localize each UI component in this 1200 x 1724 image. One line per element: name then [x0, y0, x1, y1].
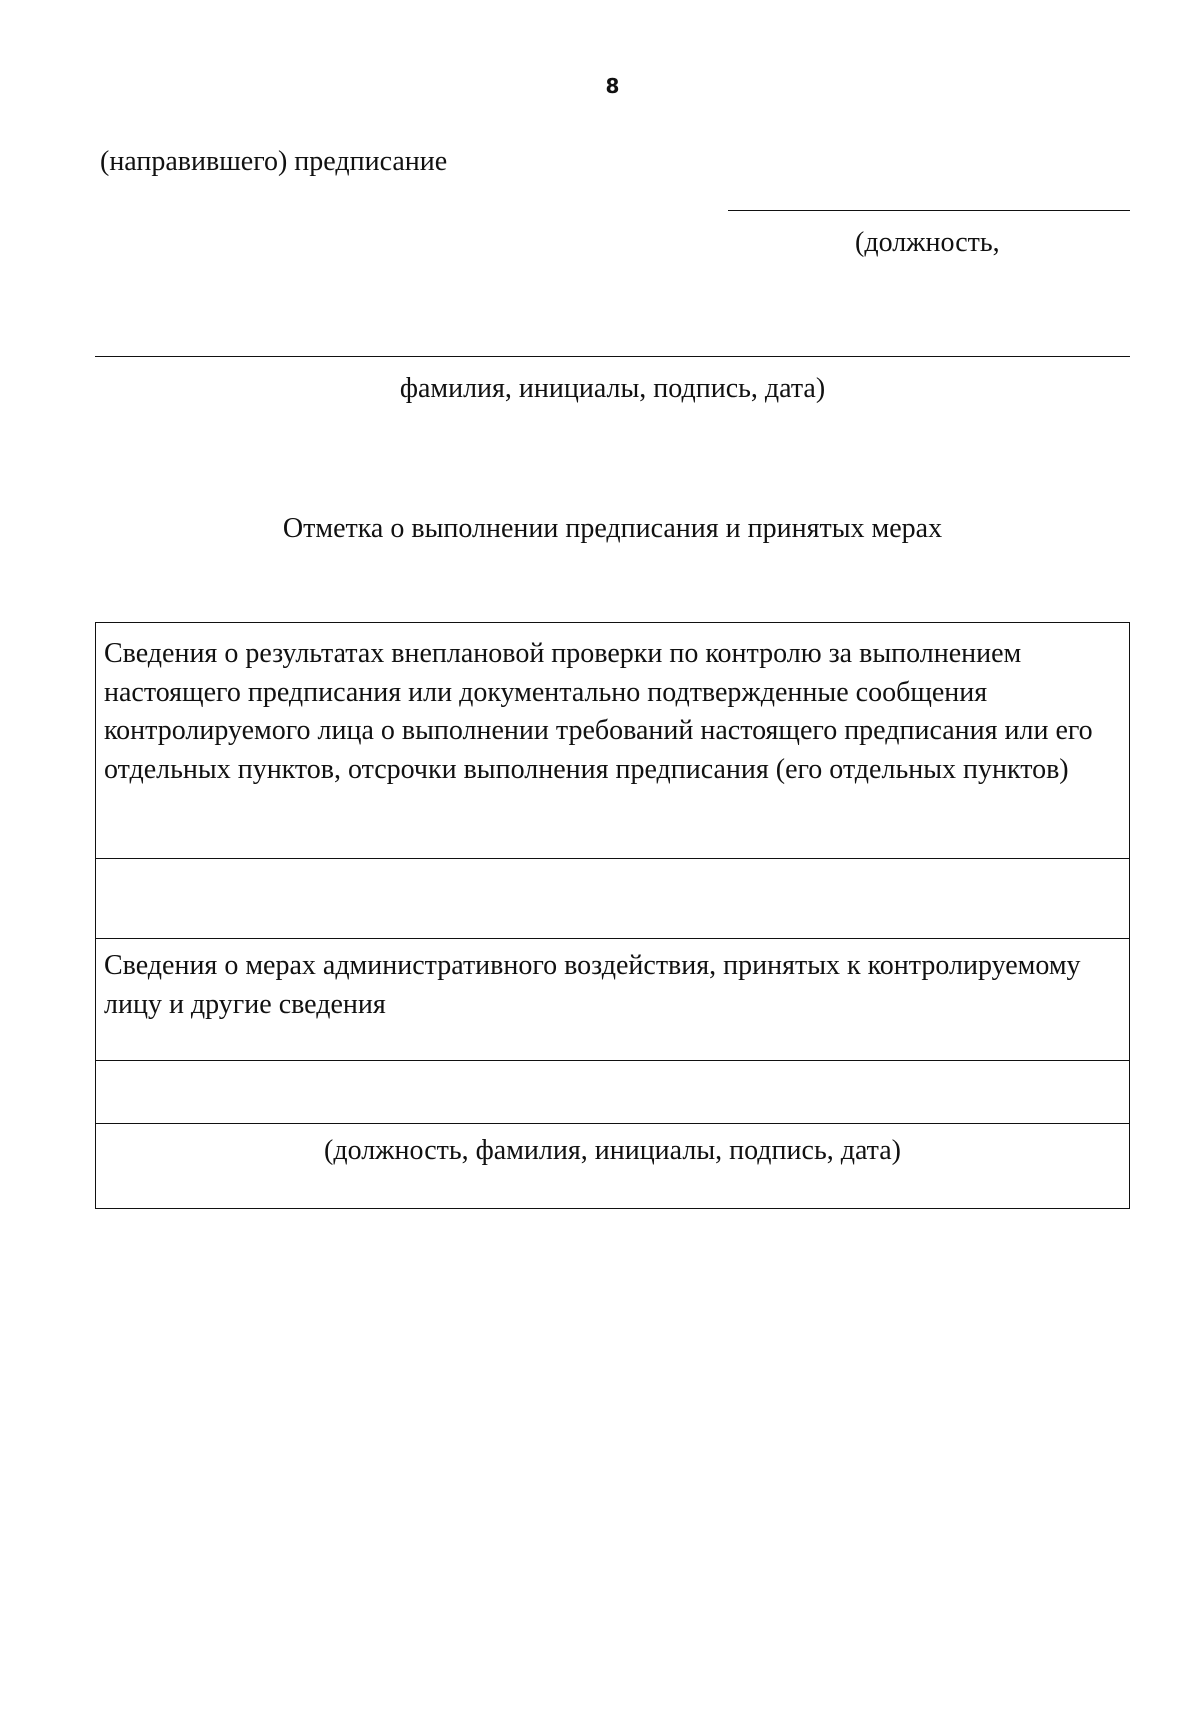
- inspection-results-blank-field: [96, 859, 1129, 939]
- position-signature-line: [728, 210, 1130, 211]
- execution-mark-table: [95, 622, 1130, 1209]
- inspection-results-cell: Сведения о результатах внеплановой проверки по контролю за выполнением настоящего предписания или документально подтвержденные сообщения контролируемого лица о выполнении требований настоящего предписания или его отдельных пунктов, отсрочки выполнения предписания (его отдельных пунктов): [96, 623, 1129, 859]
- administrative-measures-cell: Сведения о мерах административного воздействия, принятых к контролируемому лицу и другие сведения: [96, 939, 1129, 1061]
- signature-caption: фамилия, инициалы, подпись, дата): [399, 373, 826, 404]
- administrative-measures-blank-field: [96, 1061, 1129, 1124]
- table-signature-caption: (должность, фамилия, инициалы, подпись, дата): [324, 1135, 901, 1166]
- section-heading: Отметка о выполнении предписания и принятых мерах: [282, 513, 943, 544]
- name-signature-line: [95, 356, 1130, 357]
- sender-label: (направившего) предписание: [100, 146, 448, 177]
- position-caption: (должность,: [855, 227, 1000, 258]
- page-number: 8: [605, 74, 620, 98]
